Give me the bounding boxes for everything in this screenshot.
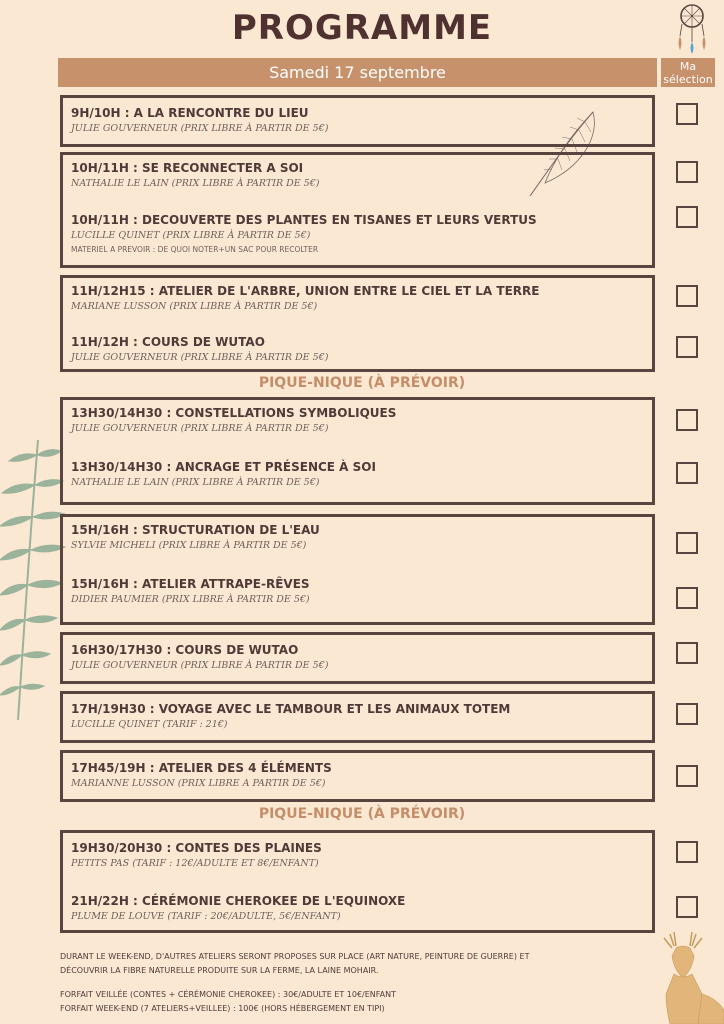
selection-checkbox[interactable]: [676, 206, 698, 228]
activity-host: JULIE GOUVERNEUR (PRIX LIBRE À PARTIR DE 5€): [71, 423, 329, 434]
activity-title: 15H/16H : ATELIER ATTRAPE-RÊVES: [71, 577, 310, 591]
activity-host: LUCILLE QUINET (PRIX LIBRE À PARTIR DE 5€): [71, 230, 311, 241]
activity-item: [71, 894, 405, 922]
activity-item: [71, 213, 537, 254]
activity-group-8: [60, 750, 655, 802]
activity-title: 11H/12H : COURS DE WUTAO: [71, 335, 265, 349]
activity-host: SYLVIE MICHELI (PRIX LIBRE À PARTIR DE 5€): [71, 540, 307, 551]
activity-host: MARIANNE LUSSON (PRIX LIBRE A PARTIR DE 5€): [71, 778, 326, 789]
selection-header: Ma sélection: [661, 58, 715, 87]
activity-group-3: [60, 275, 655, 372]
activity-host: JULIE GOUVERNEUR (PRIX LIBRE À PARTIR DE 5€): [71, 352, 329, 363]
selection-checkbox[interactable]: [676, 532, 698, 554]
selection-checkbox[interactable]: [676, 336, 698, 358]
activity-host: PETITS PAS (TARIF : 12€/ADULTE ET 8€/ENFANT): [71, 858, 319, 869]
activity-title: 17H45/19H : ATELIER DES 4 ÉLÉMENTS: [71, 761, 332, 775]
activity-host: MARIANE LUSSON (PRIX LIBRE À PARTIR DE 5€): [71, 301, 318, 312]
page-title: PROGRAMME: [231, 8, 493, 48]
activity-item: [71, 523, 320, 551]
activity-item: [71, 161, 319, 189]
footer-line: DURANT LE WEEK-END, D'AUTRES ATELIERS SERONT PROPOSES SUR PLACE (ART NATURE, PEINTURE DE GUERRE) ET: [60, 952, 530, 961]
footer-notes: [60, 950, 620, 1016]
activity-group-9: [60, 830, 655, 933]
dinner-break: PIQUE-NIQUE (À PRÉVOIR): [258, 806, 466, 822]
activity-group-5: [60, 514, 655, 625]
activity-item: [71, 406, 396, 434]
activity-item: [71, 284, 539, 312]
activity-host: DIDIER PAUMIER (PRIX LIBRE À PARTIR DE 5€): [71, 594, 310, 605]
selection-checkbox[interactable]: [676, 409, 698, 431]
activity-title: 10H/11H : SE RECONNECTER A SOI: [71, 161, 304, 175]
activity-group-2: [60, 152, 655, 268]
activity-group-1: [60, 95, 655, 147]
selection-checkbox[interactable]: [676, 642, 698, 664]
activity-group-6: [60, 632, 655, 684]
activity-host: LUCILLE QUINET (TARIF : 21€): [71, 719, 228, 730]
activity-item: [71, 761, 332, 789]
activity-title: 15H/16H : STRUCTURATION DE L'EAU: [71, 523, 320, 537]
activity-item: [71, 643, 328, 671]
activity-item: [71, 335, 328, 363]
selection-checkbox[interactable]: [676, 285, 698, 307]
activity-note: MATERIEL A PREVOIR : DE QUOI NOTER+UN SAC POUR RECOLTER: [71, 245, 319, 254]
lunch-break: PIQUE-NIQUE (À PRÉVOIR): [258, 375, 466, 391]
activity-title: 10H/11H : DECOUVERTE DES PLANTES EN TISANES ET LEURS VERTUS: [71, 213, 537, 227]
activity-title: 21H/22H : CÉRÉMONIE CHEROKEE DE L'EQUINOXE: [71, 894, 406, 908]
selection-checkbox[interactable]: [676, 161, 698, 183]
deer-illustration: [652, 930, 724, 1024]
activity-group-4: [60, 397, 655, 505]
activity-item: [71, 841, 322, 869]
activity-title: 13H30/14H30 : ANCRAGE ET PRÉSENCE À SOI: [71, 460, 376, 474]
activity-host: JULIE GOUVERNEUR (PRIX LIBRE À PARTIR DE 5€): [71, 123, 329, 134]
activity-title: 19H30/20H30 : CONTES DES PLAINES: [71, 841, 322, 855]
day-header: Samedi 17 septembre: [58, 58, 657, 87]
activity-title: 16H30/17H30 : COURS DE WUTAO: [71, 643, 299, 657]
selection-checkbox[interactable]: [676, 462, 698, 484]
selection-checkbox[interactable]: [676, 103, 698, 125]
selection-checkbox[interactable]: [676, 765, 698, 787]
selection-checkbox[interactable]: [676, 841, 698, 863]
selection-checkbox[interactable]: [676, 587, 698, 609]
footer-line: FORFAIT VEILLÉE (CONTES + CÉRÉMONIE CHEROKEE) : 30€/ADULTE ET 10€/ENFANT: [60, 990, 396, 999]
activity-item: [71, 702, 510, 730]
dreamcatcher-icon: [672, 2, 712, 56]
activity-item: [71, 460, 376, 488]
activity-title: 17H/19H30 : VOYAGE AVEC LE TAMBOUR ET LES ANIMAUX TOTEM: [71, 702, 511, 716]
activity-item: [71, 577, 310, 605]
activity-title: 9H/10H : A LA RENCONTRE DU LIEU: [71, 106, 309, 120]
activity-host: NATHALIE LE LAIN (PRIX LIBRE À PARTIR DE 5€): [71, 178, 320, 189]
activity-title: 13H30/14H30 : CONSTELLATIONS SYMBOLIQUES: [71, 406, 397, 420]
activity-host: JULIE GOUVERNEUR (PRIX LIBRE À PARTIR DE 5€): [71, 660, 329, 671]
selection-checkbox[interactable]: [676, 896, 698, 918]
activity-item: [71, 106, 328, 134]
activity-group-7: [60, 691, 655, 743]
activity-host: PLUME DE LOUVE (TARIF : 20€/ADULTE, 5€/ENFANT): [71, 911, 341, 922]
activity-host: NATHALIE LE LAIN (PRIX LIBRE À PARTIR DE 5€): [71, 477, 320, 488]
footer-line: DÉCOUVRIR LA FIBRE NATURELLE PRODUITE SUR LA FERME, LA LAINE MOHAIR.: [60, 966, 379, 975]
footer-line: FORFAIT WEEK-END (7 ATELIERS+VEILLEE) : 100€ (HORS HÉBERGEMENT EN TIPI): [60, 1004, 385, 1013]
selection-checkbox[interactable]: [676, 703, 698, 725]
activity-title: 11H/12H15 : ATELIER DE L'ARBRE, UNION ENTRE LE CIEL ET LA TERRE: [71, 284, 540, 298]
